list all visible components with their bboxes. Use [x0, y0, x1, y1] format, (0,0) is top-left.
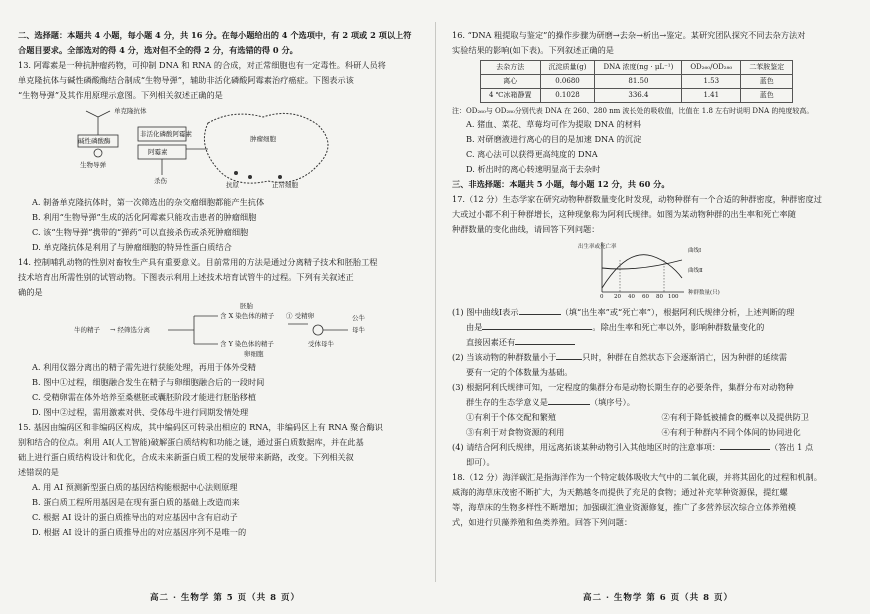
q16-option-c[interactable]: C. 离心法可以获得更高纯度的 DNA: [466, 149, 598, 159]
fig14-sort-label: → 经筛选分离: [110, 326, 151, 334]
footer-right: 高二 · 生物学 第 6 页（共 8 页）: [583, 593, 734, 603]
table-cell: 4 ℃冰箱静置: [481, 89, 541, 103]
left-column: [18, 28, 418, 540]
table-header-cell: DNA 浓度(ng · μL⁻¹): [595, 61, 682, 75]
q17-line2: 大或过小都不利于种群增长，这种现象称为阿利氏规律。如图为某动物种群的出生率和死亡率随: [452, 209, 796, 219]
q16-table: [480, 60, 793, 103]
table-header-cell: 二苯胺鉴定: [741, 61, 793, 75]
fig14-fert-label: ① 受精卵: [286, 312, 315, 320]
graph-x-tick: 0: [600, 294, 604, 300]
q15-option-a[interactable]: A. 用 AI 预测新型蛋白质的基因结构能根据中心法则原理: [32, 482, 238, 492]
q15-option-c[interactable]: C. 根据 AI 设计的蛋白质推导出的对应基因中含有启动子: [32, 512, 238, 522]
q17-sub1-cont: [452, 320, 857, 335]
section2-line1: 二、选择题：本题共 4 小题，每小题 4 分，共 16 分。在每小题给出的 4 个选项中，有 2 项或 2 项以上符: [18, 30, 412, 40]
q14-line3: 确的是: [18, 287, 43, 297]
column-divider: [435, 22, 436, 582]
fig13-tumor-label: 肿瘤细胞: [250, 135, 276, 143]
q16-line2: 实验结果的影响(如下表)。下列叙述正确的是: [452, 45, 614, 55]
q18-line1: 18.（12 分）海洋碳汇是指海洋作为一个特定载体吸收大气中的二氧化碳，并将其固化的过程和机制。: [452, 472, 822, 482]
q13-option-b[interactable]: B. 利用“生物导弹”生成的活化阿霉素只能攻击患者的肿瘤细胞: [32, 212, 257, 222]
q15-line1: 15. 基因由编码区和非编码区构成，其中编码区可转录出相应的 RNA，非编码区上有 RNA 聚合酶识: [18, 422, 383, 432]
q17-sub1d-text: 。除出生率和死亡率以外，影响种群数量变化的: [592, 322, 765, 332]
missile-diagram-svg: [18, 105, 418, 193]
q16-line1: 16. “DNA 粗提取与鉴定”的操作步骤为研磨→去杂→析出→鉴定。某研究团队探究不同去杂方法对: [452, 30, 806, 40]
q17-sub1-text: (1) 图中曲线Ⅰ表示: [452, 307, 519, 317]
q14-option-b[interactable]: B. 图中①过程，细胞融合发生在精子与卵细胞融合后的一段时间: [32, 377, 265, 387]
graph-x-tick: 100: [668, 294, 679, 300]
table-cell: 0.1028: [540, 89, 595, 103]
q15-line4: 述错误的是: [18, 467, 59, 477]
q13-line1: 13. 阿霉素是一种抗肿瘤药物，可抑制 DNA 和 RNA 的合成，对正常细胞也有一定毒性。科研人员将: [18, 60, 386, 70]
q14-option-d[interactable]: D. 图中②过程，需用激素对供、受体母牛进行同期发情处理: [32, 407, 249, 417]
footer-left: 高二 · 生物学 第 5 页（共 8 页）: [150, 593, 301, 603]
table-cell: 0.0680: [540, 75, 595, 89]
q13-option-a[interactable]: A. 制备单克隆抗体时，第一次筛选出的杂交瘤细胞都能产生抗体: [32, 197, 265, 207]
graph-x-tick: 60: [642, 294, 649, 300]
q17-sub1: [452, 305, 857, 320]
q18-line2: 威海的海草床茂密不断扩大，为天鹅越冬而提供了充足的食物；通过补充苹种资源保，提红螺: [452, 487, 788, 497]
fig14-y-label: 含 Y 染色体的精子: [220, 340, 274, 348]
fig13-antigen-label: 抗原: [226, 181, 239, 189]
q13-line3: “生物导弹”及其作用原理示意图。下列相关叙述正确的是: [18, 90, 223, 100]
section2-line2: 合题目要求。全部选对的得 4 分，选对但不全的得 2 分，有选错的得 0 分。: [18, 45, 298, 55]
q17-sub3-options: [452, 410, 857, 440]
q14-figure: [18, 302, 418, 358]
table-cell: 蓝色: [741, 89, 793, 103]
q14-line2: 技术培育出所需性别的试管动物。下图表示利用上述技术培育试管牛的过程。下列有关叙述正: [18, 272, 354, 282]
q17-sub4-cont: 即可）。: [466, 457, 495, 467]
table-cell: 336.4: [595, 89, 682, 103]
q16-option-b[interactable]: B. 对研磨液进行离心的目的是加速 DNA 的沉淀: [466, 134, 642, 144]
q15-line3: 础上进行蛋白质结构设计和优化，合成未来新蛋白质工程的发展带来新路，改变。下列相关叙: [18, 452, 354, 462]
right-column: [452, 28, 857, 530]
q15-line2: 别和结合的位点。利用 AI(人工智能)破解蛋白质结构和功能之谜，通过蛋白质数据库，并在此基: [18, 437, 364, 447]
q15-option-d[interactable]: D. 根据 AI 设计的蛋白质推导出的对应基因序列不是唯一的: [32, 527, 247, 537]
q17-sub2b-text: 只时，种群在自然状态下会逐渐消亡，因为种群的延续需: [582, 352, 787, 362]
graph-x-tick: 40: [628, 294, 635, 300]
q13-option-c[interactable]: C. 该“生物导弹”携带的“弹药”可以直接杀伤或杀死肿瘤细胞: [32, 227, 249, 237]
fig13-enzyme-label: 碱性磷酸酶: [78, 137, 111, 145]
fig13-inactive-label: 非活化磷酸阿霉素: [140, 130, 192, 138]
q17-sub1-cont2: [452, 335, 857, 350]
q17-sub2-text: (2) 当该动物的种群数量小于: [452, 352, 557, 362]
table-cell: 离心: [481, 75, 541, 89]
graph-x-tick: 80: [656, 294, 663, 300]
q17-graph: [452, 238, 857, 304]
table-row: [481, 75, 793, 89]
q17-sub4-blank[interactable]: [720, 440, 770, 450]
fig13-normal-label: 正常细胞: [272, 181, 298, 189]
q17-sub1e-blank[interactable]: [515, 335, 575, 345]
q17-sub3b-text: 群生存的生态学意义是: [466, 397, 548, 407]
graph-y-label: 出生率或死亡率: [578, 244, 617, 250]
fig14-female-label: 母牛: [352, 326, 365, 334]
fig13-active-label: 阿霉素: [148, 148, 168, 156]
fig14-x-label: 含 X 染色体的精子: [220, 312, 275, 320]
q17-sub1c-blank[interactable]: [482, 320, 592, 330]
q17-sub1b-text: （填“出生率”或“死亡率”），根据阿利氏规律分析，上述判断的理: [560, 307, 795, 317]
table-cell: 1.53: [682, 75, 741, 89]
table-header-cell: 去杂方法: [481, 61, 541, 75]
q13-figure: [18, 105, 418, 193]
q18-line4: 式，如进行贝藻养殖和鱼类养殖。回答下列问题：: [452, 517, 633, 527]
table-cell: 81.50: [595, 75, 682, 89]
table-header-cell: OD₂₆₀/OD₂₈₀: [682, 61, 741, 75]
q17-line1: 17.（12 分）生态学家在研究动物种群数量变化时发现，动物种群有一个合适的种群密度，种群密度过: [452, 194, 822, 204]
birth-death-graph-svg: [452, 238, 857, 304]
fig13-kill-label: 杀伤: [154, 177, 167, 185]
q17-line3: 种群数量的变化曲线，请回答下列问题：: [452, 224, 600, 234]
q17-sub4: [452, 440, 857, 455]
q17-sub4-text: (4) 请结合阿利氏规律，用远离拓谈某种动物引入其他地区时的注意事项：: [452, 442, 721, 452]
graph-curve1-label: 曲线Ⅰ: [688, 248, 702, 254]
fig14-egg-label: 卵细胞: [244, 350, 264, 358]
q14-option-c[interactable]: C. 受精卵需在体外培养至桑椹胚或囊胚阶段才能进行胚胎移植: [32, 392, 257, 402]
graph-x-tick: 20: [614, 294, 621, 300]
q14-option-a[interactable]: A. 利用仪器分离出的精子需先进行获能处理，再用于体外受精: [32, 362, 256, 372]
q16-option-a[interactable]: A. 猪血、菜花、草莓均可作为提取 DNA 的材料: [466, 119, 642, 129]
q16-option-d[interactable]: D. 析出时的离心转速明显高于去杂时: [466, 164, 601, 174]
q14-line1: 14. 控制哺乳动物的性别对畜牧生产具有重要意义。目前常用的方法是通过分离精子技术和胚胎工程: [18, 257, 378, 267]
fig14-sperm-label: 牛的精子: [74, 326, 100, 334]
q17-sub1e-text: 直接因素还有: [466, 337, 516, 347]
fig14-male-label: 公牛: [352, 314, 365, 322]
q15-option-b[interactable]: B. 蛋白质工程所用基因是在现有蛋白质的基础上改造而来: [32, 497, 240, 507]
q17-sub3-cont: [452, 395, 857, 410]
q17-sub1c-text: 由是: [466, 322, 483, 332]
q17-sub3-option-2[interactable]: ②有利于降低被捕食的概率以及提供防卫: [661, 412, 809, 422]
table-header-row: [481, 61, 793, 75]
q17-sub3-option-1[interactable]: ①有利于个体交配和繁殖: [466, 412, 557, 422]
q17-sub4b-text: （答出 1 点: [770, 442, 814, 452]
fig13-antibody-label: 单克隆抗体: [114, 107, 147, 115]
table-cell: 1.41: [682, 89, 741, 103]
fig13-missile-label: 生物导弹: [80, 161, 106, 169]
graph-x-label: 种群数量(只): [688, 290, 720, 296]
q17-sub1-blank[interactable]: [519, 305, 561, 315]
table-row: [481, 89, 793, 103]
q17-sub3-option-3[interactable]: ③有利于对食物资源的利用: [466, 427, 565, 437]
q17-sub3c-text: （填序号）。: [589, 397, 635, 407]
fig14-embryo-label: 胚胎: [240, 302, 253, 310]
q16-note: 注：OD₂₆₀与 OD₂₈₀分别代表 DNA 在 260、280 nm 波长处的吸收值，比值在 1.8 左右时说明 DNA 的纯度较高。: [452, 107, 814, 115]
q13-option-d[interactable]: D. 单克隆抗体是利用了与肿瘤细胞的特异性蛋白质结合: [32, 242, 232, 252]
q17-sub2: [452, 350, 857, 365]
q17-sub3-blank[interactable]: [548, 395, 590, 405]
graph-curve2-label: 曲线Ⅱ: [688, 268, 703, 274]
section3-heading: 三、非选择题：本题共 5 小题，每小题 12 分，共 60 分。: [452, 179, 670, 189]
q13-line2: 单克隆抗体与碱性磷酸酶结合制成“生物导弹”，辅助非活化磷酸阿霉素治疗癌症。下图表示该: [18, 75, 354, 85]
fig14-recipient-label: 受体母牛: [308, 340, 334, 348]
q17-sub3-option-4[interactable]: ④有利于种群内不同个体间的协同进化: [661, 427, 801, 437]
q17-sub2-blank[interactable]: [556, 350, 582, 360]
table-cell: 蓝色: [741, 75, 793, 89]
table-header-cell: 沉淀质量(g): [540, 61, 595, 75]
q17-sub2-cont: 要有一定的个体数量为基础。: [466, 367, 573, 377]
q18-line3: 等，海草床的生物多样性不断增加；加强碳汇渔业资源修复，推广了多营养层次综合立体养殖模: [452, 502, 796, 512]
q17-sub3: (3) 根据阿利氏规律可知，一定程度的集群分布是动物长期生存的必要条件，集群分布对动物种: [452, 382, 794, 392]
